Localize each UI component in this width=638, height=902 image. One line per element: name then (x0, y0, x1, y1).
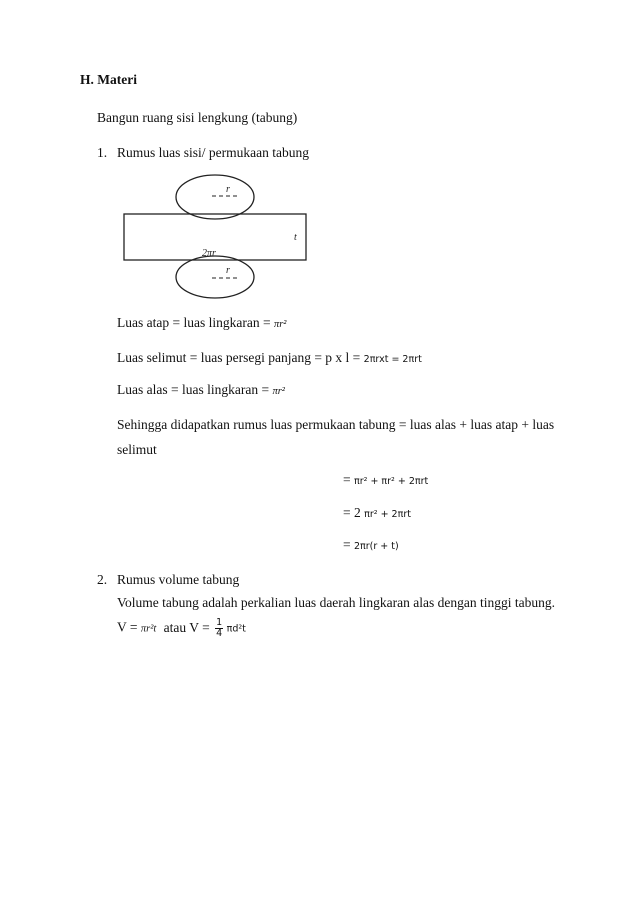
top-circle (176, 175, 254, 219)
step-2-expr: πr² + 2πrt (364, 509, 411, 520)
cylinder-net-figure (118, 172, 312, 300)
label-r-top: r (226, 184, 230, 195)
luas-atap-formula: πr² (273, 319, 287, 330)
line-luas-atap (117, 315, 286, 331)
item1-number: 1. (97, 145, 108, 160)
volume-v1-expr: πr²t (140, 623, 157, 635)
label-circumference: 2πr (202, 248, 216, 259)
volume-formula-line (117, 618, 246, 639)
quarter-fraction (215, 618, 223, 639)
section-title: H. Materi (80, 72, 137, 87)
luas-selimut-formula: 2πrxt = 2πrt (363, 354, 422, 365)
line-luas-alas (117, 382, 285, 398)
step-2-eq: = 2 (343, 505, 361, 520)
luas-alas-text: Luas alas = luas lingkaran = (117, 382, 270, 397)
label-r-bottom: r (226, 265, 230, 276)
step-1-eq: = (343, 472, 351, 487)
fraction-numerator: 1 (216, 617, 223, 628)
step-1 (343, 472, 428, 488)
step-1-expr: πr² + πr² + 2πrt (354, 476, 429, 487)
intro-text: Bangun ruang sisi lengkung (tabung) (97, 110, 298, 125)
item2-description: Volume tabung adalah perkalian luas daerah lingkaran alas dengan tinggi tabung. (117, 595, 555, 610)
item1-title: Rumus luas sisi/ permukaan tabung (117, 145, 309, 160)
volume-atau: atau V = (163, 619, 210, 635)
conclusion-line2: selimut (117, 442, 157, 457)
luas-atap-text: Luas atap = luas lingkaran = (117, 315, 271, 330)
item2-title: Rumus volume tabung (117, 572, 240, 587)
item2-number: 2. (97, 572, 108, 587)
label-t: t (294, 232, 297, 243)
luas-selimut-text: Luas selimut = luas persegi panjang = p x l = (117, 350, 361, 365)
volume-v2-expr: πd²t (226, 623, 246, 635)
fraction-denominator: 4 (216, 628, 223, 639)
step-3-expr: 2πr(r + t) (354, 541, 399, 552)
step-3 (343, 537, 399, 553)
volume-v1-label: V = (117, 619, 138, 635)
conclusion-line1: Sehingga didapatkan rumus luas permukaan tabung = luas alas + luas atap + luas (117, 417, 555, 432)
step-3-eq: = (343, 537, 351, 552)
line-luas-selimut (117, 350, 422, 366)
luas-alas-formula: πr² (272, 386, 285, 397)
bottom-circle (176, 256, 254, 298)
step-2 (343, 505, 411, 521)
